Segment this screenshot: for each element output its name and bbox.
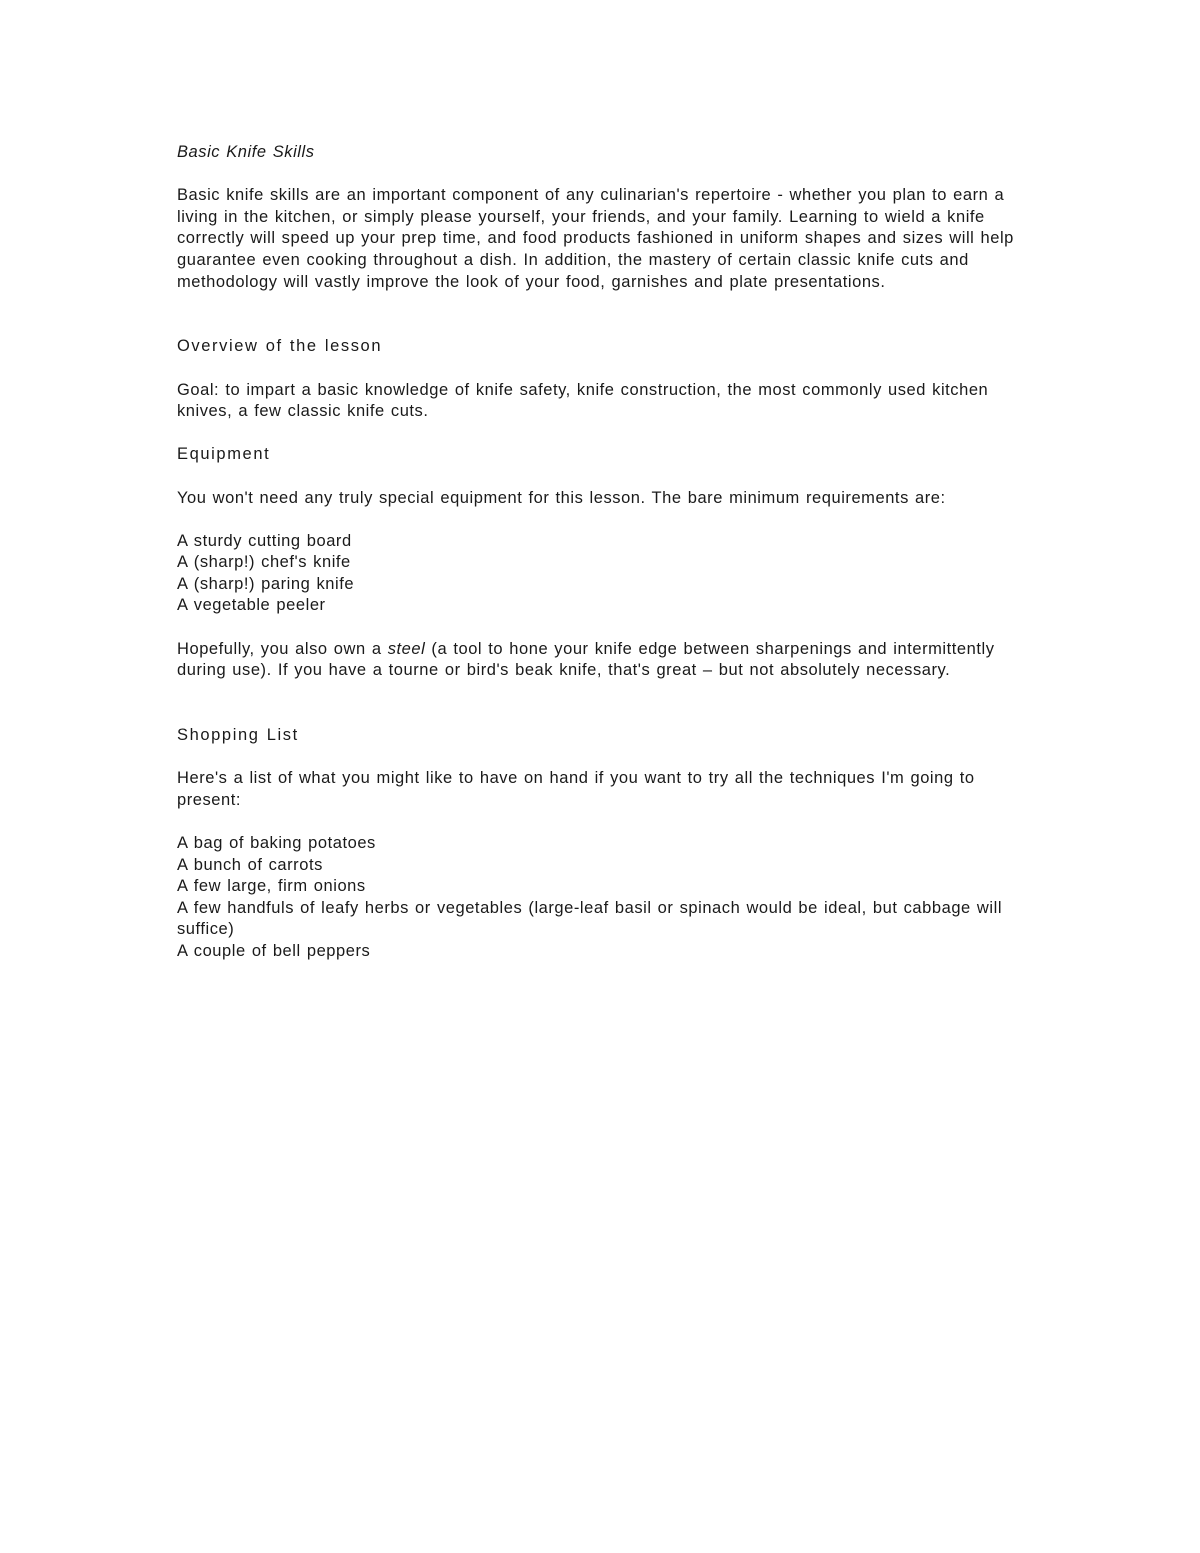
goal-paragraph: Goal: to impart a basic knowledge of knife safety, knife construction, the most commonly used kitchen knives, a few classic knife cuts. bbox=[177, 380, 989, 421]
list-item: A vegetable peeler bbox=[177, 596, 326, 615]
equipment-heading: Equipment bbox=[177, 445, 271, 464]
list-item: A few large, firm onions bbox=[177, 877, 366, 896]
list-item: A few handfuls of leafy herbs or vegetables (large-leaf basil or spinach would be ideal, but cabbage will suffice) bbox=[177, 898, 1003, 939]
shopping-heading: Shopping List bbox=[177, 726, 299, 745]
steel-term: steel bbox=[387, 639, 426, 658]
list-item: A bag of baking potatoes bbox=[177, 834, 376, 852]
steel-note-end: (a tool to hone your knife edge between sharpenings and intermittently during use). If you have a tourne or bird's beak knife, that's great – but not absolutely necessary. bbox=[177, 639, 995, 680]
equipment-intro: You won't need any truly special equipment for this lesson. The bare minimum requirements are: bbox=[177, 488, 946, 507]
document-title: Basic Knife Skills bbox=[177, 143, 315, 161]
shopping-intro: Here's a list of what you might like to have on hand if you want to try all the techniques I'm going to present: bbox=[177, 769, 975, 809]
list-item: A couple of bell peppers bbox=[177, 941, 371, 960]
overview-heading: Overview of the lesson bbox=[177, 337, 383, 356]
steel-note-start: Hopefully, you also own a bbox=[177, 639, 388, 658]
list-item: A bunch of carrots bbox=[177, 855, 323, 874]
equipment-list bbox=[177, 531, 1027, 617]
list-item: A sturdy cutting board bbox=[177, 531, 352, 550]
list-item: A (sharp!) paring knife bbox=[177, 574, 355, 593]
shopping-list bbox=[177, 833, 1027, 963]
steel-note-paragraph bbox=[177, 639, 1027, 682]
intro-paragraph: Basic knife skills are an important component of any culinarian's repertoire - whether you plan to earn a living in the kitchen, or simply please yourself, your friends, and your family. Learning to wield a knife correctly will speed up your prep time, and food products fashioned in uniform shapes and sizes will help guarantee even cooking throughout a dish. In addition, the mastery of certain classic knife cuts and methodology will vastly improve the look of your food, garnishes and plate presentations. bbox=[177, 186, 1014, 291]
list-item: A (sharp!) chef's knife bbox=[177, 553, 351, 572]
document-body bbox=[177, 142, 1027, 963]
